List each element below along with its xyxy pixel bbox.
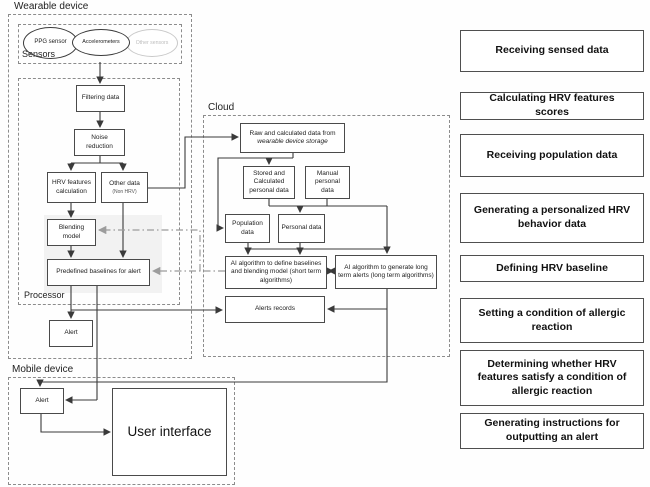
step-receiving-sensed-data: [460, 30, 644, 72]
manual-personal-node: [305, 166, 350, 199]
other-data-node: [101, 172, 148, 203]
step-determining-condition: [460, 350, 644, 406]
personal-data-node: [278, 214, 325, 243]
cloud-label: Cloud: [208, 102, 235, 113]
raw-storage-node: [240, 123, 345, 153]
user-interface-node: [112, 388, 227, 476]
blending-model-label: Blending model: [58, 224, 85, 240]
predefined-baselines-node: [47, 259, 150, 286]
wearable-device-label: Wearable device: [14, 1, 89, 12]
raw-storage-line2: wearable device storage: [257, 138, 328, 145]
manual-personal-label: Manual personal data: [315, 170, 340, 194]
population-data-label: Population data: [232, 220, 263, 236]
user-interface-label: User interface: [127, 423, 212, 439]
stored-personal-label: Stored and Calculated personal data: [249, 170, 289, 194]
hrv-features-node: [47, 172, 96, 203]
filtering-data-label: Filtering data: [81, 94, 120, 102]
step-generating-instructions: [460, 413, 644, 449]
accelerometers-node: [72, 29, 130, 56]
step-6-label: Setting a condition of allergic reaction: [478, 306, 626, 333]
mobile-device-label: Mobile device: [12, 364, 74, 375]
ai-long-term-node: [335, 255, 437, 289]
sensors-label: Sensors: [22, 49, 56, 59]
mobile-alert-label: Alert: [35, 396, 49, 404]
blending-model-node: [47, 219, 96, 246]
step-8-label: Generating instructions for outputting an alert: [484, 417, 620, 443]
other-data-label: Other data: [109, 179, 140, 187]
accelerometers-label: Accelerometers: [82, 39, 120, 46]
step-defining-hrv-baseline: [460, 255, 644, 282]
step-calculating-hrv-scores: [460, 92, 644, 120]
step-5-label: Defining HRV baseline: [496, 261, 608, 274]
ai-short-term-node: [225, 256, 327, 289]
step-4-label: Generating a personalized HRV behavior data: [473, 204, 631, 230]
other-data-note: (Non HRV): [112, 188, 137, 195]
alerts-records-node: [225, 296, 325, 323]
alerts-records-label: Alerts records: [254, 305, 296, 313]
wearable-alert-label: Alert: [64, 329, 78, 337]
step-setting-condition: [460, 298, 644, 343]
step-7-label: Determining whether HRV features satisfy a condition of allergic reaction: [477, 357, 627, 397]
hrv-features-label: HRV features calculation: [52, 179, 91, 195]
processor-label: Processor: [24, 290, 65, 300]
raw-storage-line1: Raw and calculated data from: [249, 129, 336, 137]
wearable-alert-node: [49, 320, 93, 347]
other-sensors-node: [126, 29, 178, 57]
personal-data-label: Personal data: [281, 224, 322, 232]
population-data-node: [225, 214, 270, 243]
step-2-label: Calculating HRV features scores: [489, 92, 615, 118]
ai-short-term-label: AI algorithm to define baselines and blending model (short term algorithms): [230, 260, 322, 284]
noise-reduction-label: Noise reduction: [86, 134, 113, 150]
ppg-sensor-label: PPG sensor: [34, 39, 67, 46]
other-sensors-label: Other sensors: [135, 39, 169, 46]
step-3-label: Receiving population data: [486, 148, 618, 161]
step-1-label: Receiving sensed data: [495, 44, 609, 57]
step-generating-personalized-hrv: [460, 193, 644, 243]
mobile-alert-node: [20, 388, 64, 414]
stored-personal-node: [243, 166, 295, 199]
filtering-data-node: [76, 85, 125, 112]
step-receiving-population-data: [460, 134, 644, 177]
predefined-baselines-label: Predefined baselines for alert: [56, 268, 141, 276]
noise-reduction-node: [74, 129, 125, 156]
ai-long-term-label: AI algorithm to generate long term alerts (long term algorithms): [338, 263, 434, 279]
